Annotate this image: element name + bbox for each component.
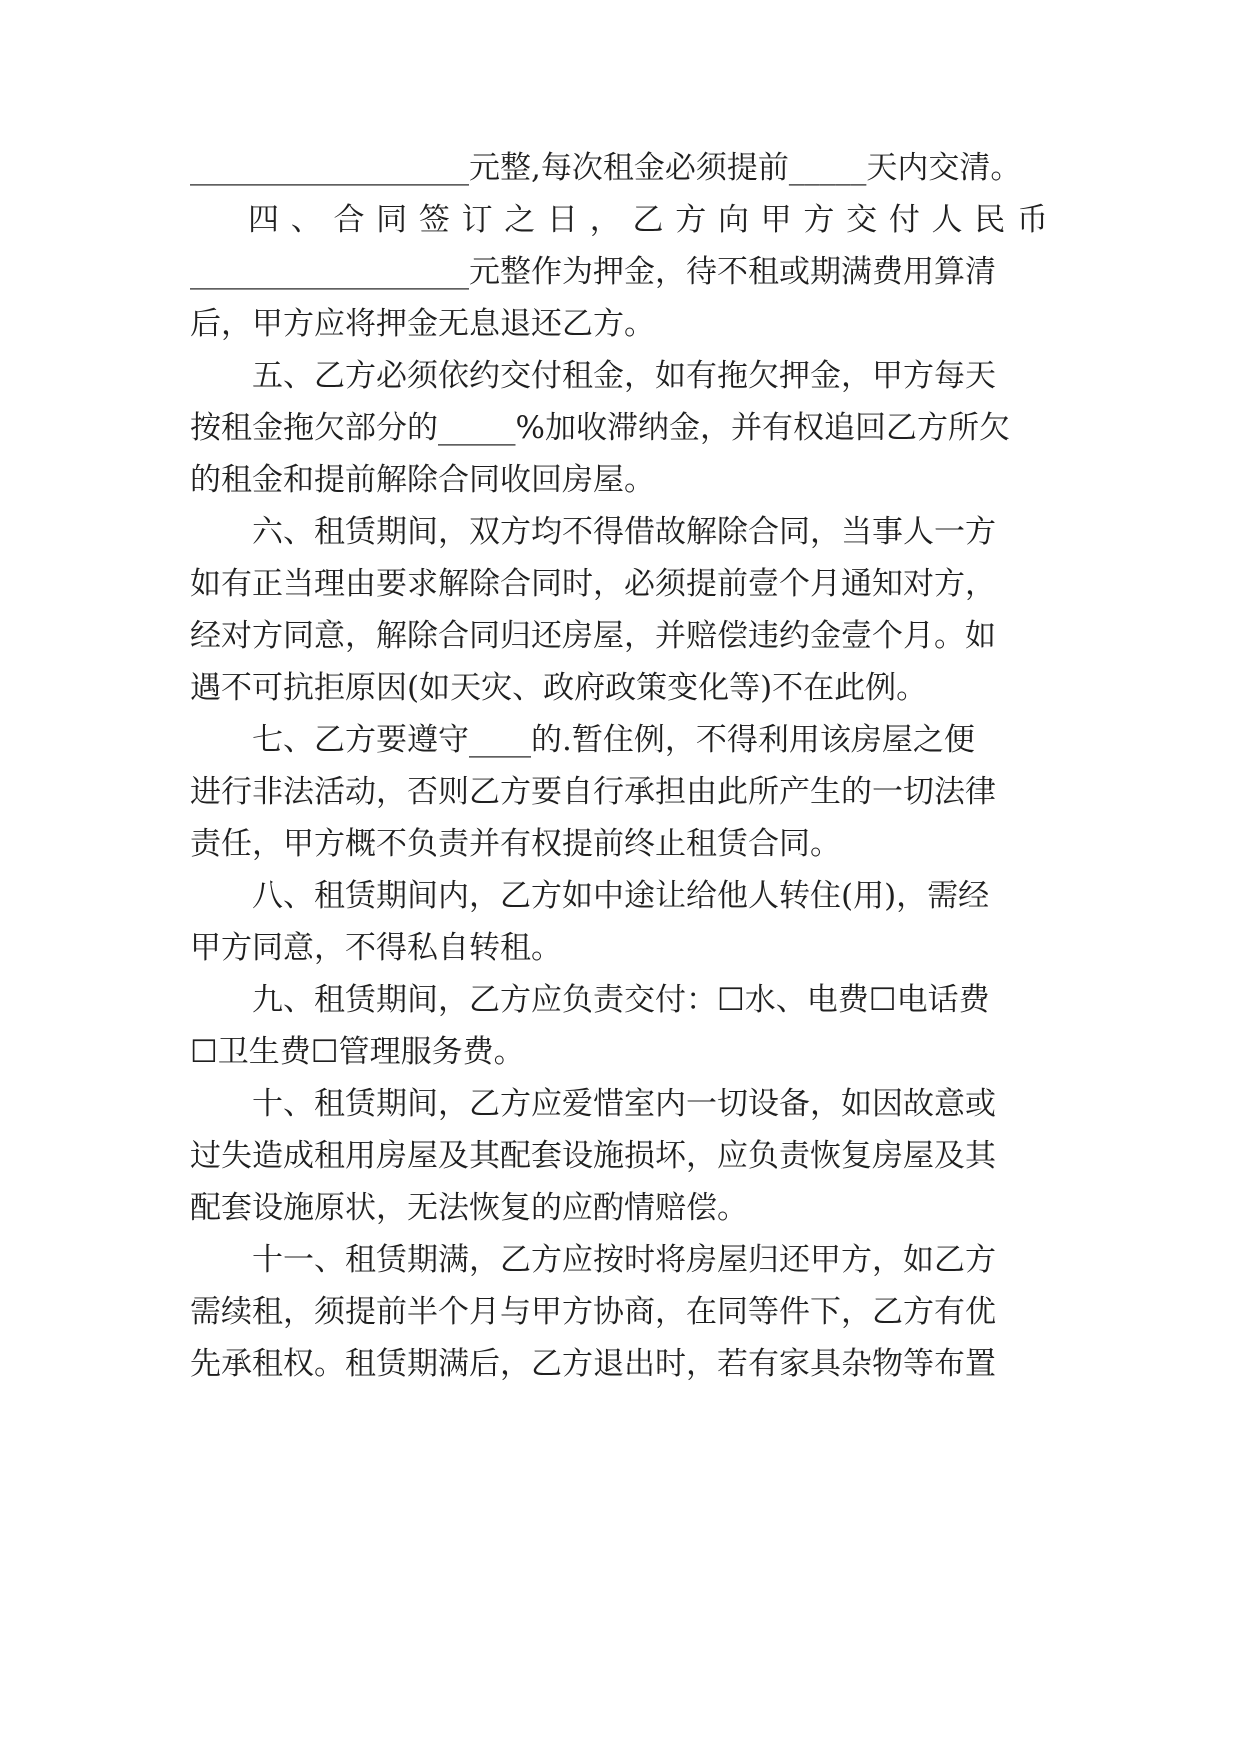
line-14: 责任，甲方概不负责并有权提前终止租赁合同。: [190, 826, 841, 862]
line-6: 按租金拖欠部分的_____%加收滞纳金，并有权追回乙方所欠: [190, 410, 1010, 446]
line-17: 九、租赁期间，乙方应负责交付：☐水、电费☐电话费: [252, 982, 990, 1018]
line-12: 七、乙方要遵守____的.暂住例，不得利用该房屋之便: [252, 722, 975, 758]
line-9: 如有正当理由要求解除合同时，必须提前壹个月通知对方，: [190, 566, 996, 602]
line-18: ☐卫生费☐管理服务费。: [190, 1034, 525, 1070]
line-4: 后，甲方应将押金无息退还乙方。: [190, 306, 655, 342]
line-1: __________________元整,每次租金必须提前_____天内交清。: [190, 150, 1022, 186]
line-21: 配套设施原状，无法恢复的应酌情赔偿。: [190, 1190, 748, 1226]
line-24: 先承租权。租赁期满后，乙方退出时，若有家具杂物等布置: [190, 1346, 996, 1382]
line-20: 过失造成租用房屋及其配套设施损坏，应负责恢复房屋及其: [190, 1138, 996, 1174]
line-11: 遇不可抗拒原因(如天灾、政府政策变化等)不在此例。: [190, 670, 928, 706]
line-15: 八、租赁期间内，乙方如中途让给他人转住(用)，需经: [252, 878, 990, 914]
line-2: 四 、 合 同 签 订 之 日 ， 乙 方 向 甲 方 交 付 人 民 币: [248, 202, 1048, 238]
line-23: 需续租，须提前半个月与甲方协商，在同等件下，乙方有优: [190, 1294, 996, 1330]
line-19: 十、租赁期间，乙方应爱惜室内一切设备，如因故意或: [252, 1086, 996, 1122]
line-10: 经对方同意，解除合同归还房屋，并赔偿违约金壹个月。如: [190, 618, 996, 654]
line-22: 十一、租赁期满，乙方应按时将房屋归还甲方，如乙方: [252, 1242, 996, 1278]
line-5: 五、乙方必须依约交付租金，如有拖欠押金，甲方每天: [252, 358, 996, 394]
line-3: __________________元整作为押金，待不租或期满费用算清: [190, 254, 996, 290]
line-16: 甲方同意，不得私自转租。: [190, 930, 562, 966]
line-13: 进行非法活动，否则乙方要自行承担由此所产生的一切法律: [190, 774, 996, 810]
line-7: 的租金和提前解除合同收回房屋。: [190, 462, 655, 498]
line-8: 六、租赁期间，双方均不得借故解除合同，当事人一方: [252, 514, 996, 550]
